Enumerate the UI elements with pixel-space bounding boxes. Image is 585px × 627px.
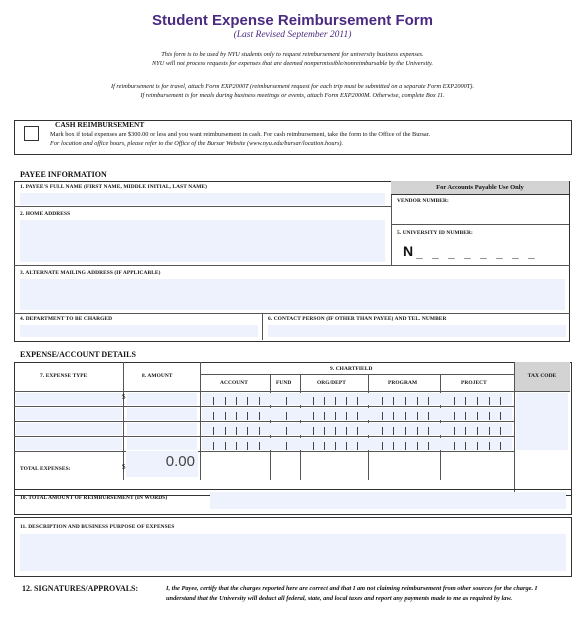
- digit-tick: [382, 397, 383, 405]
- digit-tick: [417, 442, 418, 450]
- signatures-label: 12. SIGNATURES/APPROVALS:: [22, 584, 139, 593]
- digit-tick: [259, 397, 260, 405]
- digit-tick: [236, 412, 237, 420]
- digit-tick: [500, 427, 501, 435]
- intro-line-2: NYU will not process requests for expenses that are deemed nonpermissible/nonreimbursable by the University.: [152, 60, 433, 67]
- digit-tick: [324, 397, 325, 405]
- tax-code-header: TAX CODE: [514, 362, 570, 391]
- digit-tick: [428, 412, 429, 420]
- department-field[interactable]: [20, 325, 258, 337]
- digit-tick: [335, 442, 336, 450]
- description-field[interactable]: [20, 534, 566, 571]
- digit-tick: [454, 427, 455, 435]
- digit-tick: [346, 442, 347, 450]
- payee-section-title: PAYEE INFORMATION: [20, 170, 107, 179]
- digit-tick: [405, 442, 406, 450]
- digit-tick: [225, 442, 226, 450]
- amount-field-2[interactable]: [127, 408, 197, 420]
- digit-tick: [213, 427, 214, 435]
- divider: [14, 436, 514, 437]
- divider: [200, 374, 514, 375]
- amount-field-1[interactable]: [127, 393, 197, 405]
- digit-tick: [465, 427, 466, 435]
- digit-tick: [417, 427, 418, 435]
- digit-tick: [286, 427, 287, 435]
- digit-tick: [393, 412, 394, 420]
- digit-tick: [225, 412, 226, 420]
- dollar-sign: $: [122, 393, 126, 401]
- digit-tick: [313, 442, 314, 450]
- digit-tick: [454, 397, 455, 405]
- expense-type-field-3[interactable]: [16, 423, 122, 435]
- digit-tick: [428, 397, 429, 405]
- digit-tick: [346, 427, 347, 435]
- digit-tick: [324, 427, 325, 435]
- expense-type-header: 7. EXPENSE TYPE: [40, 373, 88, 379]
- digit-tick: [247, 442, 248, 450]
- digit-tick: [357, 427, 358, 435]
- digit-tick: [286, 442, 287, 450]
- fund-header: FUND: [276, 380, 292, 386]
- digit-tick: [225, 427, 226, 435]
- digit-tick: [236, 442, 237, 450]
- cash-text-line-2: For location and office hours, please refer to the Office of the Bursar Website (www.nyu.edu/bursar/location.hours).: [50, 140, 344, 147]
- digit-tick: [286, 412, 287, 420]
- digit-tick: [313, 397, 314, 405]
- digit-tick: [259, 427, 260, 435]
- total-in-words-field[interactable]: [210, 492, 566, 509]
- university-id-prefix: N: [403, 243, 414, 259]
- expense-type-field-1[interactable]: [16, 393, 122, 405]
- amount-header: 8. AMOUNT: [142, 373, 173, 379]
- digit-tick: [313, 427, 314, 435]
- chartfield-header: 9. CHARTFIELD: [330, 366, 373, 372]
- digit-tick: [405, 412, 406, 420]
- digit-tick: [346, 412, 347, 420]
- digit-tick: [247, 412, 248, 420]
- digit-tick: [335, 397, 336, 405]
- cash-reimbursement-heading: CASH REIMBURSEMENT: [55, 120, 145, 129]
- intro-line-4: If reimbursement is for meals during business meetings or events, attach Form EXP2000M. Otherwise, complete Box 11.: [140, 92, 445, 99]
- digit-tick: [417, 397, 418, 405]
- divider: [14, 313, 570, 314]
- intro-line-3: If reimbursement is for travel, attach Form EXP2000T (reimbursement request for each trip must be submitted on a separate Form EXP2000T).: [111, 83, 474, 90]
- project-header: PROJECT: [461, 380, 487, 386]
- digit-tick: [454, 412, 455, 420]
- tax-code-field[interactable]: [516, 393, 568, 450]
- digit-tick: [346, 397, 347, 405]
- org-dept-header: ORG/DEPT: [317, 380, 346, 386]
- digit-tick: [477, 412, 478, 420]
- vendor-number-label: VENDOR NUMBER:: [397, 198, 449, 204]
- digit-tick: [236, 397, 237, 405]
- digit-tick: [324, 442, 325, 450]
- digit-tick: [382, 412, 383, 420]
- digit-tick: [313, 412, 314, 420]
- payee-name-field[interactable]: [20, 193, 385, 205]
- digit-tick: [213, 442, 214, 450]
- digit-tick: [357, 397, 358, 405]
- total-dollar-sign: $: [122, 463, 126, 471]
- total-in-words-label: 10. TOTAL AMOUNT OF REIMBURSEMENT (IN WORDS): [20, 495, 168, 501]
- university-id-label: 5. UNIVERSITY ID NUMBER:: [397, 230, 473, 236]
- amount-field-3[interactable]: [127, 423, 197, 435]
- contact-person-label: 6. CONTACT PERSON (IF OTHER THAN PAYEE) AND TEL. NUMBER: [268, 316, 447, 322]
- home-address-field[interactable]: [20, 220, 385, 262]
- digit-tick: [357, 412, 358, 420]
- digit-tick: [489, 427, 490, 435]
- intro-line-1: This form is to be used by NYU students only to request reimbursement for university business expenses.: [161, 51, 424, 58]
- total-expenses-value[interactable]: 0.00: [126, 451, 198, 477]
- digit-tick: [213, 397, 214, 405]
- digit-tick: [382, 442, 383, 450]
- cash-text-line-1: Mark box if total expenses are $300.00 or less and you want reimbursement in cash. For cash reimbursement, take the form to the Office of the Bursar.: [50, 131, 431, 138]
- digit-tick: [500, 397, 501, 405]
- digit-tick: [286, 397, 287, 405]
- digit-tick: [247, 427, 248, 435]
- alternate-address-label: 3. ALTERNATE MAILING ADDRESS (IF APPLICABLE): [20, 270, 161, 276]
- divider: [514, 362, 515, 494]
- digit-tick: [236, 427, 237, 435]
- digit-tick: [357, 442, 358, 450]
- digit-tick: [489, 397, 490, 405]
- digit-tick: [213, 412, 214, 420]
- amount-field-4[interactable]: [127, 438, 197, 450]
- digit-tick: [500, 412, 501, 420]
- digit-tick: [454, 442, 455, 450]
- form-subtitle: (Last Revised September 2011): [233, 30, 352, 40]
- digit-tick: [393, 397, 394, 405]
- payee-name-label: 1. PAYEE'S FULL NAME (FIRST NAME, MIDDLE INITIAL, LAST NAME): [20, 184, 208, 190]
- divider: [14, 391, 570, 392]
- expense-type-field-2[interactable]: [16, 408, 122, 420]
- digit-tick: [405, 397, 406, 405]
- expense-type-field-4[interactable]: [16, 438, 122, 450]
- digit-tick: [465, 397, 466, 405]
- digit-tick: [465, 442, 466, 450]
- digit-tick: [477, 427, 478, 435]
- digit-tick: [428, 427, 429, 435]
- digit-tick: [500, 442, 501, 450]
- digit-tick: [225, 397, 226, 405]
- digit-tick: [417, 412, 418, 420]
- digit-tick: [489, 412, 490, 420]
- digit-tick: [324, 412, 325, 420]
- digit-tick: [247, 397, 248, 405]
- digit-tick: [259, 412, 260, 420]
- digit-tick: [335, 427, 336, 435]
- divider: [14, 206, 392, 207]
- form-title: Student Expense Reimbursement Form: [152, 12, 433, 29]
- home-address-label: 2. HOME ADDRESS: [20, 211, 71, 217]
- digit-tick: [405, 427, 406, 435]
- divider: [14, 265, 570, 266]
- university-id-field[interactable]: _ _ _ _ _ _ _ _: [416, 246, 538, 260]
- digit-tick: [477, 397, 478, 405]
- cash-reimbursement-checkbox[interactable]: [24, 126, 39, 141]
- digit-tick: [259, 442, 260, 450]
- digit-tick: [428, 442, 429, 450]
- divider: [14, 406, 514, 407]
- accounts-payable-heading: For Accounts Payable Use Only: [391, 181, 569, 195]
- department-label: 4. DEPARTMENT TO BE CHARGED: [20, 316, 113, 322]
- alternate-address-field[interactable]: [20, 279, 565, 310]
- digit-tick: [393, 427, 394, 435]
- total-expenses-label: TOTAL EXPENSES:: [20, 466, 71, 472]
- expense-section-title: EXPENSE/ACCOUNT DETAILS: [20, 350, 136, 359]
- divider: [14, 421, 514, 422]
- digit-tick: [335, 412, 336, 420]
- signatures-certification: I, the Payee, certify that the charges reported here are correct and that I am not claiming reimbursement from other sources for the charge. I understand that the University will deduct all federal, state, and local taxes and report any payments made to me as required by law.: [166, 585, 538, 602]
- digit-tick: [465, 412, 466, 420]
- description-label: 11. DESCRIPTION AND BUSINESS PURPOSE OF EXPENSES: [20, 524, 175, 530]
- digit-tick: [393, 442, 394, 450]
- program-header: PROGRAM: [388, 380, 418, 386]
- divider: [391, 224, 569, 225]
- contact-person-field[interactable]: [268, 325, 566, 337]
- divider: [262, 313, 263, 340]
- digit-tick: [382, 427, 383, 435]
- digit-tick: [489, 442, 490, 450]
- account-header: ACCOUNT: [220, 380, 248, 386]
- cash-reimbursement-text: [50, 130, 565, 148]
- divider: [200, 451, 514, 452]
- digit-tick: [477, 442, 478, 450]
